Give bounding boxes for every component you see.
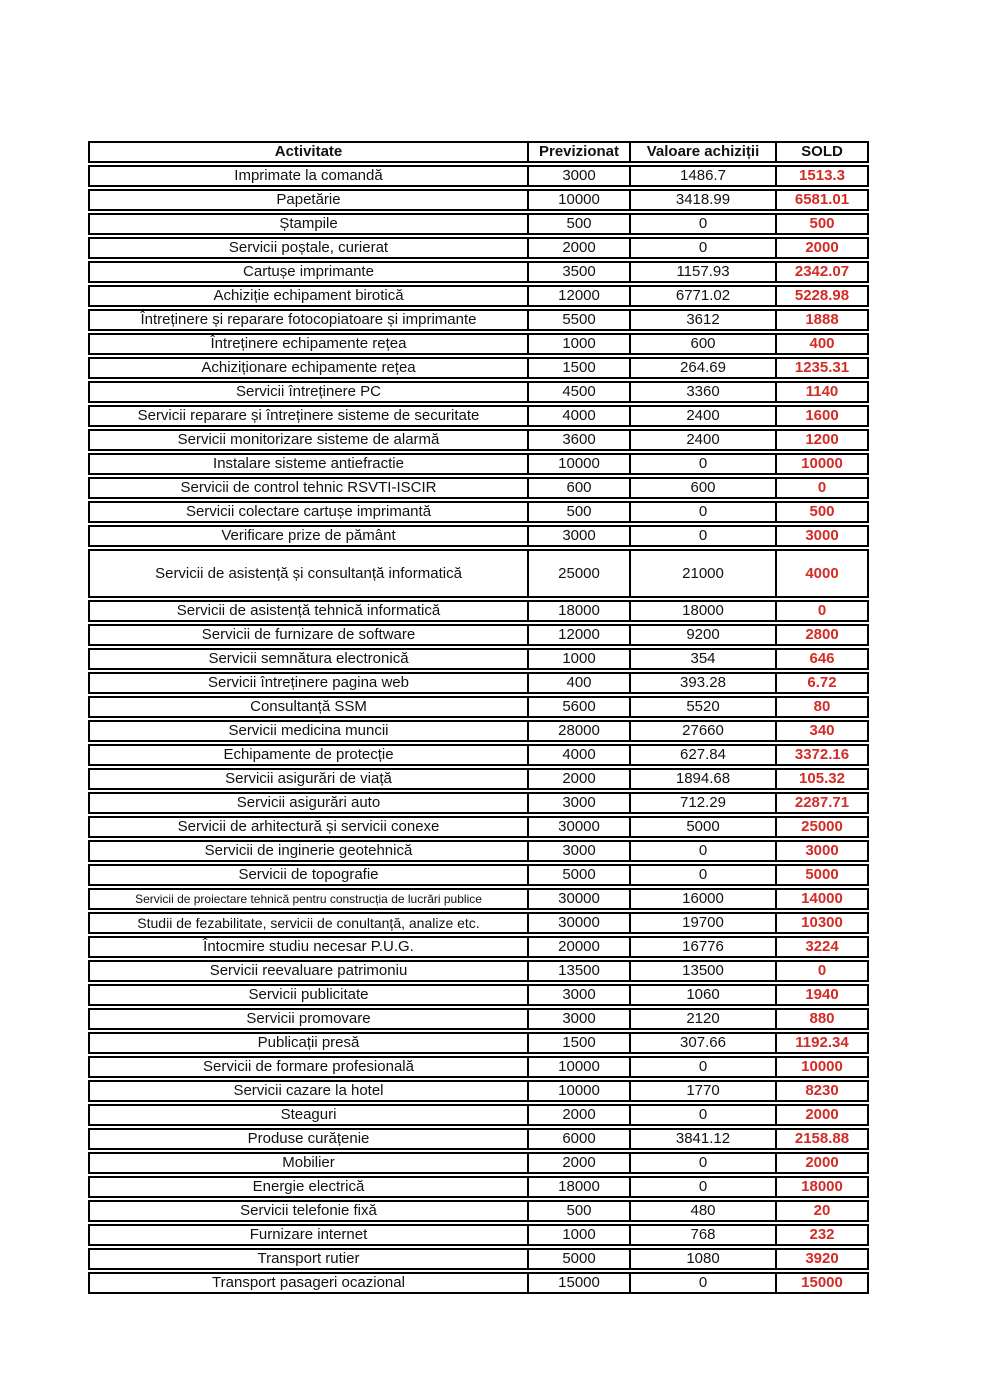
- cell-activitate: Servicii telefonie fixă: [240, 1202, 377, 1220]
- cell-valoare-achizitii: 3360: [629, 383, 775, 401]
- cell-previzionat: 1000: [527, 650, 629, 668]
- table-row: [88, 720, 869, 742]
- cell-activitate: Consultanță SSM: [250, 698, 367, 716]
- cell-valoare-achizitii: 2400: [629, 407, 775, 425]
- cell-sold: 3224: [775, 938, 867, 956]
- table-row: [88, 1008, 869, 1030]
- cell-activitate: Servicii asigurări de viață: [225, 770, 392, 788]
- table-row: [88, 1128, 869, 1150]
- table-row: [88, 525, 869, 547]
- cell-previzionat: 3000: [527, 986, 629, 1004]
- cell-previzionat: 12000: [527, 626, 629, 644]
- cell-valoare-achizitii: 13500: [629, 962, 775, 980]
- table-row: [88, 213, 869, 235]
- cell-valoare-achizitii: 3841.12: [629, 1130, 775, 1148]
- cell-valoare-achizitii: 0: [629, 455, 775, 473]
- cell-valoare-achizitii: 264.69: [629, 359, 775, 377]
- table-row: [88, 960, 869, 982]
- cell-sold: 8230: [775, 1082, 867, 1100]
- cell-previzionat: 4000: [527, 407, 629, 425]
- table-row: [88, 501, 869, 523]
- cell-valoare-achizitii: 0: [629, 1154, 775, 1172]
- cell-activitate: Servicii de topografie: [238, 866, 379, 884]
- cell-activitate: Servicii întreținere PC: [235, 383, 382, 401]
- cell-previzionat: 30000: [527, 914, 629, 932]
- cell-previzionat: 3000: [527, 794, 629, 812]
- cell-sold: 25000: [775, 818, 867, 836]
- cell-activitate: Transport rutier: [257, 1250, 360, 1268]
- table-row: [88, 600, 869, 622]
- cell-sold: 3000: [775, 527, 867, 545]
- cell-previzionat: 10000: [527, 191, 629, 209]
- cell-sold: 2342.07: [775, 263, 867, 281]
- cell-sold: 646: [775, 650, 867, 668]
- cell-previzionat: 1500: [527, 1034, 629, 1052]
- table-row: [88, 189, 869, 211]
- cell-previzionat: 20000: [527, 938, 629, 956]
- cell-sold: 15000: [775, 1274, 867, 1292]
- cell-sold: 20: [775, 1202, 867, 1220]
- cell-activitate: Servicii de proiectare tehnică pentru construcția de lucrări publice: [135, 891, 482, 906]
- cell-sold: 1140: [775, 383, 867, 401]
- table-row: [88, 1200, 869, 1222]
- cell-valoare-achizitii: 0: [629, 527, 775, 545]
- cell-sold: 0: [775, 479, 867, 497]
- cell-sold: 6.72: [775, 674, 867, 692]
- table-row: [88, 381, 869, 403]
- cell-valoare-achizitii: 307.66: [629, 1034, 775, 1052]
- cell-valoare-achizitii: 5000: [629, 818, 775, 836]
- cell-activitate: Servicii poștale, curierat: [228, 239, 389, 257]
- cell-sold: 232: [775, 1226, 867, 1244]
- cell-activitate: Instalare sisteme antiefractie: [213, 455, 404, 473]
- cell-previzionat: 3000: [527, 527, 629, 545]
- cell-valoare-achizitii: 19700: [629, 914, 775, 932]
- cell-previzionat: 28000: [527, 722, 629, 740]
- table-row: [88, 816, 869, 838]
- table-row: [88, 1080, 869, 1102]
- cell-activitate: Servicii publicitate: [248, 986, 369, 1004]
- table-row: [88, 984, 869, 1006]
- cell-previzionat: 18000: [527, 1178, 629, 1196]
- table-row: [88, 624, 869, 646]
- cell-valoare-achizitii: 600: [629, 479, 775, 497]
- cell-activitate: Servicii asigurări auto: [236, 794, 381, 812]
- cell-valoare-achizitii: 0: [629, 842, 775, 860]
- cell-previzionat: 4000: [527, 746, 629, 764]
- cell-previzionat: 5500: [527, 311, 629, 329]
- cell-sold: 10000: [775, 1058, 867, 1076]
- table-row: [88, 1272, 869, 1294]
- cell-activitate: Servicii de control tehnic RSVTI-ISCIR: [180, 479, 437, 497]
- cell-activitate: Verificare prize de pământ: [221, 527, 396, 545]
- cell-sold: 500: [775, 503, 867, 521]
- cell-valoare-achizitii: 2400: [629, 431, 775, 449]
- cell-previzionat: 3500: [527, 263, 629, 281]
- cell-activitate: Servicii de inginerie geotehnică: [204, 842, 413, 860]
- cell-sold: 1200: [775, 431, 867, 449]
- cell-valoare-achizitii: 0: [629, 1058, 775, 1076]
- cell-previzionat: 15000: [527, 1274, 629, 1292]
- cell-sold: 500: [775, 215, 867, 233]
- cell-activitate: Achiziție echipament birotică: [213, 287, 404, 305]
- cell-valoare-achizitii: 480: [629, 1202, 775, 1220]
- cell-valoare-achizitii: 1080: [629, 1250, 775, 1268]
- cell-sold: 3372.16: [775, 746, 867, 764]
- cell-previzionat: 500: [527, 1202, 629, 1220]
- cell-previzionat: 1000: [527, 335, 629, 353]
- cell-valoare-achizitii: 1486.7: [629, 167, 775, 185]
- table-row: [88, 477, 869, 499]
- cell-previzionat: 10000: [527, 1058, 629, 1076]
- cell-valoare-achizitii: 21000: [629, 551, 775, 596]
- cell-sold: 0: [775, 962, 867, 980]
- table-row: [88, 840, 869, 862]
- cell-sold: 4000: [775, 551, 867, 596]
- table-body: [88, 165, 869, 1294]
- cell-activitate: Întreținere și reparare fotocopiatoare și imprimante: [140, 311, 477, 329]
- cell-sold: 1192.34: [775, 1034, 867, 1052]
- table-row: [88, 357, 869, 379]
- table-row: [88, 1104, 869, 1126]
- table-row: [88, 648, 869, 670]
- cell-activitate: Publicații presă: [257, 1034, 360, 1052]
- cell-previzionat: 18000: [527, 602, 629, 620]
- cell-sold: 1940: [775, 986, 867, 1004]
- cell-previzionat: 2000: [527, 239, 629, 257]
- cell-activitate: Servicii de formare profesională: [203, 1058, 414, 1076]
- cell-sold: 400: [775, 335, 867, 353]
- cell-previzionat: 30000: [527, 818, 629, 836]
- cell-activitate: Servicii medicina muncii: [228, 722, 389, 740]
- cell-activitate: Servicii monitorizare sisteme de alarmă: [177, 431, 440, 449]
- cell-valoare-achizitii: 9200: [629, 626, 775, 644]
- cell-sold: 0: [775, 602, 867, 620]
- cell-previzionat: 1000: [527, 1226, 629, 1244]
- cell-valoare-achizitii: 16776: [629, 938, 775, 956]
- cell-valoare-achizitii: 712.29: [629, 794, 775, 812]
- cell-valoare-achizitii: 354: [629, 650, 775, 668]
- table-row: [88, 672, 869, 694]
- cell-activitate: Energie electrică: [252, 1178, 365, 1196]
- table-row: [88, 1224, 869, 1246]
- cell-sold: 2000: [775, 1106, 867, 1124]
- cell-previzionat: 5600: [527, 698, 629, 716]
- cell-previzionat: 10000: [527, 455, 629, 473]
- cell-valoare-achizitii: 18000: [629, 602, 775, 620]
- cell-valoare-achizitii: 393.28: [629, 674, 775, 692]
- cell-sold: 2158.88: [775, 1130, 867, 1148]
- cell-valoare-achizitii: 0: [629, 1178, 775, 1196]
- cell-previzionat: 3000: [527, 167, 629, 185]
- cell-valoare-achizitii: 0: [629, 215, 775, 233]
- cell-sold: 2800: [775, 626, 867, 644]
- cell-activitate: Servicii de furnizare de software: [201, 626, 416, 644]
- cell-previzionat: 3600: [527, 431, 629, 449]
- cell-activitate: Echipamente de protecție: [223, 746, 394, 764]
- cell-activitate: Servicii de asistență tehnică informatică: [176, 602, 441, 620]
- cell-activitate: Studii de fezabilitate, servicii de conultanță, analize etc.: [137, 914, 480, 931]
- cell-previzionat: 2000: [527, 1154, 629, 1172]
- cell-activitate: Servicii colectare cartușe imprimantă: [185, 503, 432, 521]
- cell-sold: 2000: [775, 1154, 867, 1172]
- cell-valoare-achizitii: 3418.99: [629, 191, 775, 209]
- cell-activitate: Servicii cazare la hotel: [233, 1082, 384, 1100]
- cell-previzionat: 5000: [527, 1250, 629, 1268]
- cell-valoare-achizitii: 768: [629, 1226, 775, 1244]
- cell-valoare-achizitii: 16000: [629, 890, 775, 908]
- cell-activitate: Ștampile: [279, 215, 338, 233]
- cell-previzionat: 3000: [527, 842, 629, 860]
- table-row: [88, 1176, 869, 1198]
- cell-valoare-achizitii: 0: [629, 1274, 775, 1292]
- table-row: [88, 285, 869, 307]
- cell-activitate: Servicii semnătura electronică: [208, 650, 409, 668]
- cell-previzionat: 25000: [527, 551, 629, 596]
- cell-previzionat: 500: [527, 503, 629, 521]
- cell-previzionat: 4500: [527, 383, 629, 401]
- cell-sold: 2287.71: [775, 794, 867, 812]
- table-row: [88, 744, 869, 766]
- header-activitate: Activitate: [274, 143, 343, 161]
- cell-activitate: Servicii reevaluare patrimoniu: [209, 962, 408, 980]
- header-sold: SOLD: [775, 143, 867, 161]
- cell-valoare-achizitii: 600: [629, 335, 775, 353]
- cell-activitate: Cartușe imprimante: [243, 263, 374, 281]
- table-row: [88, 429, 869, 451]
- cell-sold: 5228.98: [775, 287, 867, 305]
- cell-sold: 14000: [775, 890, 867, 908]
- table-row: [88, 936, 869, 958]
- cell-previzionat: 30000: [527, 890, 629, 908]
- cell-sold: 80: [775, 698, 867, 716]
- cell-valoare-achizitii: 1894.68: [629, 770, 775, 788]
- cell-previzionat: 3000: [527, 1010, 629, 1028]
- cell-sold: 10000: [775, 455, 867, 473]
- table-row: [88, 888, 869, 910]
- cell-activitate: Servicii de arhitectură și servicii conexe: [177, 818, 440, 836]
- cell-sold: 2000: [775, 239, 867, 257]
- cell-sold: 18000: [775, 1178, 867, 1196]
- cell-previzionat: 10000: [527, 1082, 629, 1100]
- cell-previzionat: 2000: [527, 770, 629, 788]
- cell-sold: 3000: [775, 842, 867, 860]
- cell-sold: 5000: [775, 866, 867, 884]
- table-row: [88, 237, 869, 259]
- cell-activitate: Servicii promovare: [246, 1010, 371, 1028]
- header-valoare-achizitii: Valoare achiziții: [629, 143, 775, 161]
- table-row: [88, 165, 869, 187]
- cell-previzionat: 6000: [527, 1130, 629, 1148]
- cell-sold: 105.32: [775, 770, 867, 788]
- cell-previzionat: 13500: [527, 962, 629, 980]
- cell-valoare-achizitii: 6771.02: [629, 287, 775, 305]
- cell-activitate: Steaguri: [280, 1106, 337, 1124]
- cell-valoare-achizitii: 5520: [629, 698, 775, 716]
- table-header-row: [88, 141, 869, 163]
- table-row: [88, 792, 869, 814]
- cell-sold: 1513.3: [775, 167, 867, 185]
- table-row: [88, 912, 869, 934]
- cell-previzionat: 2000: [527, 1106, 629, 1124]
- table-row: [88, 309, 869, 331]
- cell-valoare-achizitii: 0: [629, 866, 775, 884]
- cell-valoare-achizitii: 0: [629, 239, 775, 257]
- cell-valoare-achizitii: 3612: [629, 311, 775, 329]
- header-previzionat: Previzionat: [527, 143, 629, 161]
- table-row: [88, 864, 869, 886]
- cell-previzionat: 1500: [527, 359, 629, 377]
- cell-valoare-achizitii: 27660: [629, 722, 775, 740]
- cell-valoare-achizitii: 627.84: [629, 746, 775, 764]
- table-row: [88, 261, 869, 283]
- table-row: [88, 405, 869, 427]
- cell-activitate: Servicii întreținere pagina web: [208, 674, 409, 692]
- table-row: [88, 1032, 869, 1054]
- table-row: [88, 696, 869, 718]
- table-row: [88, 549, 869, 598]
- cell-previzionat: 5000: [527, 866, 629, 884]
- table-row: [88, 453, 869, 475]
- table-row: [88, 1152, 869, 1174]
- cell-sold: 1600: [775, 407, 867, 425]
- cell-activitate: Produse curățenie: [247, 1130, 370, 1148]
- cell-valoare-achizitii: 1060: [629, 986, 775, 1004]
- cell-previzionat: 600: [527, 479, 629, 497]
- cell-previzionat: 400: [527, 674, 629, 692]
- cell-sold: 6581.01: [775, 191, 867, 209]
- table-row: [88, 1056, 869, 1078]
- cell-sold: 3920: [775, 1250, 867, 1268]
- cell-activitate: Servicii de asistență și consultanță informatică: [155, 564, 462, 582]
- cell-activitate: Imprimate la comandă: [234, 167, 383, 185]
- table-row: [88, 1248, 869, 1270]
- cell-sold: 10300: [775, 914, 867, 932]
- cell-activitate: Întocmire studiu necesar P.U.G.: [203, 938, 414, 956]
- cell-valoare-achizitii: 0: [629, 503, 775, 521]
- cell-previzionat: 500: [527, 215, 629, 233]
- cell-activitate: Întreținere echipamente rețea: [210, 335, 407, 353]
- table-row: [88, 333, 869, 355]
- cell-valoare-achizitii: 2120: [629, 1010, 775, 1028]
- cell-valoare-achizitii: 1157.93: [629, 263, 775, 281]
- cell-previzionat: 12000: [527, 287, 629, 305]
- cell-activitate: Mobilier: [282, 1154, 335, 1172]
- cell-sold: 1888: [775, 311, 867, 329]
- cell-sold: 340: [775, 722, 867, 740]
- cell-valoare-achizitii: 1770: [629, 1082, 775, 1100]
- cell-sold: 1235.31: [775, 359, 867, 377]
- cell-activitate: Furnizare internet: [249, 1226, 368, 1244]
- cell-activitate: Papetărie: [276, 191, 341, 209]
- cell-activitate: Transport pasageri ocazional: [212, 1274, 405, 1292]
- cell-activitate: Servicii reparare și întreținere sisteme de securitate: [137, 407, 480, 425]
- cell-activitate: Achiziționare echipamente rețea: [201, 359, 416, 377]
- cell-sold: 880: [775, 1010, 867, 1028]
- table-row: [88, 768, 869, 790]
- budget-table: [88, 141, 869, 1296]
- cell-valoare-achizitii: 0: [629, 1106, 775, 1124]
